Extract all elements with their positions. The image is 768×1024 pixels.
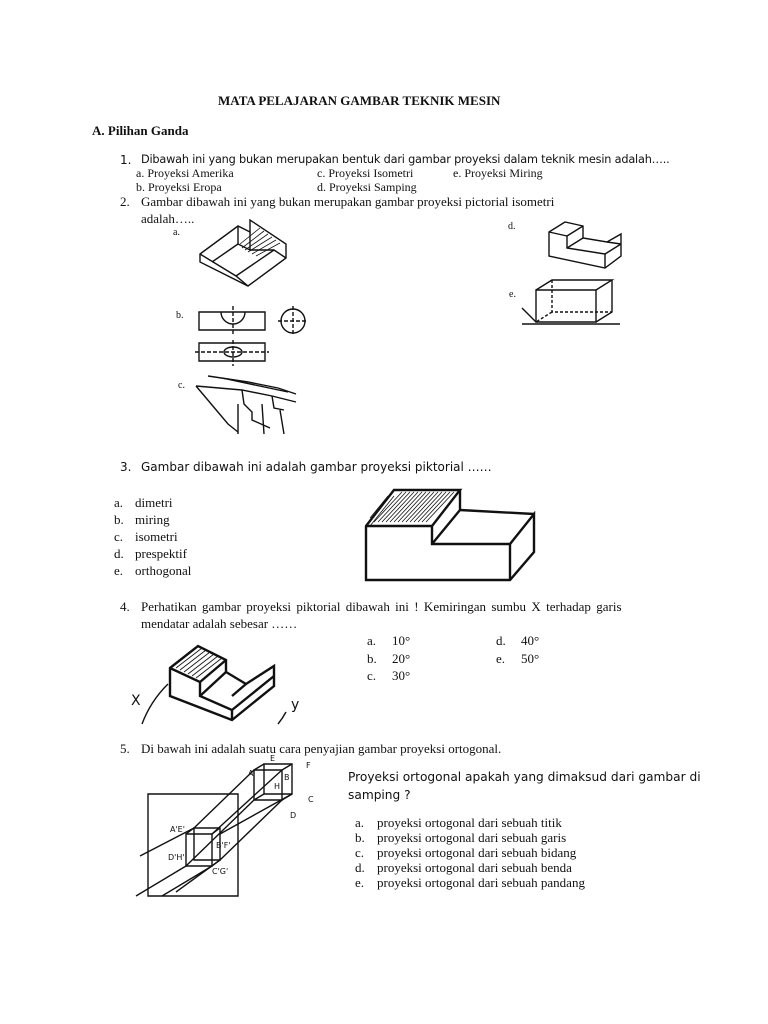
q5-option-d: proyeksi ortogonal dari sebuah benda [377, 860, 572, 875]
q1-option-b: b. Proyeksi Eropa [136, 180, 222, 194]
q4-text-line1: Perhatikan gambar proyeksi piktorial dibawah ini ! Kemiringan sumbu X terhadap garis [141, 599, 622, 614]
q5-question-line1: Proyeksi ortogonal apakah yang dimaksud dari gambar di [348, 770, 701, 784]
q4-axis-x-label: X [131, 693, 141, 709]
q4-option-d-letter: d. [496, 633, 506, 648]
q4-option-c-letter: c. [367, 668, 377, 683]
q5-question-line2: samping ? [348, 788, 411, 802]
q2-text-line2: adalah….. [141, 211, 195, 226]
q5-option-c: proyeksi ortogonal dari sebuah bidang [377, 845, 577, 860]
q4-option-e-letter: e. [496, 651, 506, 666]
q3-figure [360, 482, 540, 584]
q3-text: Gambar dibawah ini adalah gambar proyeksi piktorial …… [141, 460, 492, 474]
q3-number: 3. [120, 460, 132, 474]
q4-option-b: 20° [392, 651, 411, 666]
q5-option-b-letter: b. [355, 830, 365, 845]
q4-axis-y-label: y [291, 697, 300, 713]
section-heading: A. Pilihan Ganda [92, 123, 189, 138]
q5-fig-label-bf: B'F' [216, 841, 231, 850]
q5-fig-label-d: D [290, 811, 297, 820]
q1-option-e: e. Proyeksi Miring [453, 166, 543, 180]
q3-option-d-letter: d. [114, 546, 124, 561]
q4-option-a: 10° [392, 633, 411, 648]
q5-fig-label-e: E [270, 754, 276, 763]
q3-option-c: isometri [135, 529, 178, 544]
q4-number: 4. [120, 599, 130, 614]
q4-text-line2: mendatar adalah sebesar …… [141, 616, 298, 631]
page-title: MATA PELAJARAN GAMBAR TEKNIK MESIN [218, 93, 501, 108]
q2-figure-a [190, 214, 300, 294]
q5-text: Di bawah ini adalah suatu cara penyajian gambar proyeksi ortogonal. [141, 741, 502, 756]
q5-option-e-letter: e. [355, 875, 365, 890]
q5-fig-label-ae: A'E' [170, 825, 185, 834]
q3-option-e: orthogonal [135, 563, 192, 578]
q4-option-b-letter: b. [367, 651, 377, 666]
q3-option-e-letter: e. [114, 563, 124, 578]
q3-option-a: dimetri [135, 495, 173, 510]
q2-figure-d [545, 218, 625, 274]
q5-fig-label-cg: C'G' [212, 867, 229, 876]
q2-figure-a-label: a. [173, 227, 180, 238]
q1-option-d: d. Proyeksi Samping [317, 180, 417, 194]
q3-option-a-letter: a. [114, 495, 124, 510]
q5-fig-label-a: A [248, 769, 254, 778]
q5-option-d-letter: d. [355, 860, 365, 875]
q1-text: Dibawah ini yang bukan merupakan bentuk dari gambar proyeksi dalam teknik mesin adalah….. [141, 153, 670, 166]
q1-number: 1. [120, 153, 132, 167]
q4-option-a-letter: a. [367, 633, 377, 648]
q4-option-d: 40° [521, 633, 540, 648]
q3-option-b: miring [135, 512, 170, 527]
q4-figure [128, 638, 318, 730]
q3-option-b-letter: b. [114, 512, 124, 527]
q2-figure-e [522, 278, 622, 328]
q5-option-e: proyeksi ortogonal dari sebuah pandang [377, 875, 585, 890]
q2-figure-b [193, 300, 318, 370]
q2-figure-c [192, 368, 302, 438]
q5-number: 5. [120, 741, 130, 756]
q5-fig-label-c: C [308, 795, 314, 804]
q5-fig-label-b: B [284, 773, 290, 782]
q5-option-a: proyeksi ortogonal dari sebuah titik [377, 815, 562, 830]
q5-fig-label-f: F [306, 761, 311, 770]
q5-option-a-letter: a. [355, 815, 365, 830]
q1-option-a: a. Proyeksi Amerika [136, 166, 234, 180]
q5-option-c-letter: c. [355, 845, 365, 860]
q2-figure-d-label: d. [508, 221, 516, 232]
q2-figure-e-label: e. [509, 289, 516, 300]
q5-fig-label-dh: D'H' [168, 853, 185, 862]
q1-option-c: c. Proyeksi Isometri [317, 166, 414, 180]
q2-number: 2. [120, 194, 130, 209]
q5-fig-label-h: H [274, 782, 281, 791]
q2-text-line1: Gambar dibawah ini yang bukan merupakan gambar proyeksi pictorial isometri [141, 194, 555, 209]
q4-option-e: 50° [521, 651, 540, 666]
q3-option-d: prespektif [135, 546, 187, 561]
q2-figure-b-label: b. [176, 310, 184, 321]
q4-option-c: 30° [392, 668, 411, 683]
q5-option-b: proyeksi ortogonal dari sebuah garis [377, 830, 567, 845]
q5-figure [136, 756, 326, 898]
q2-figure-c-label: c. [178, 380, 185, 391]
q3-option-c-letter: c. [114, 529, 124, 544]
